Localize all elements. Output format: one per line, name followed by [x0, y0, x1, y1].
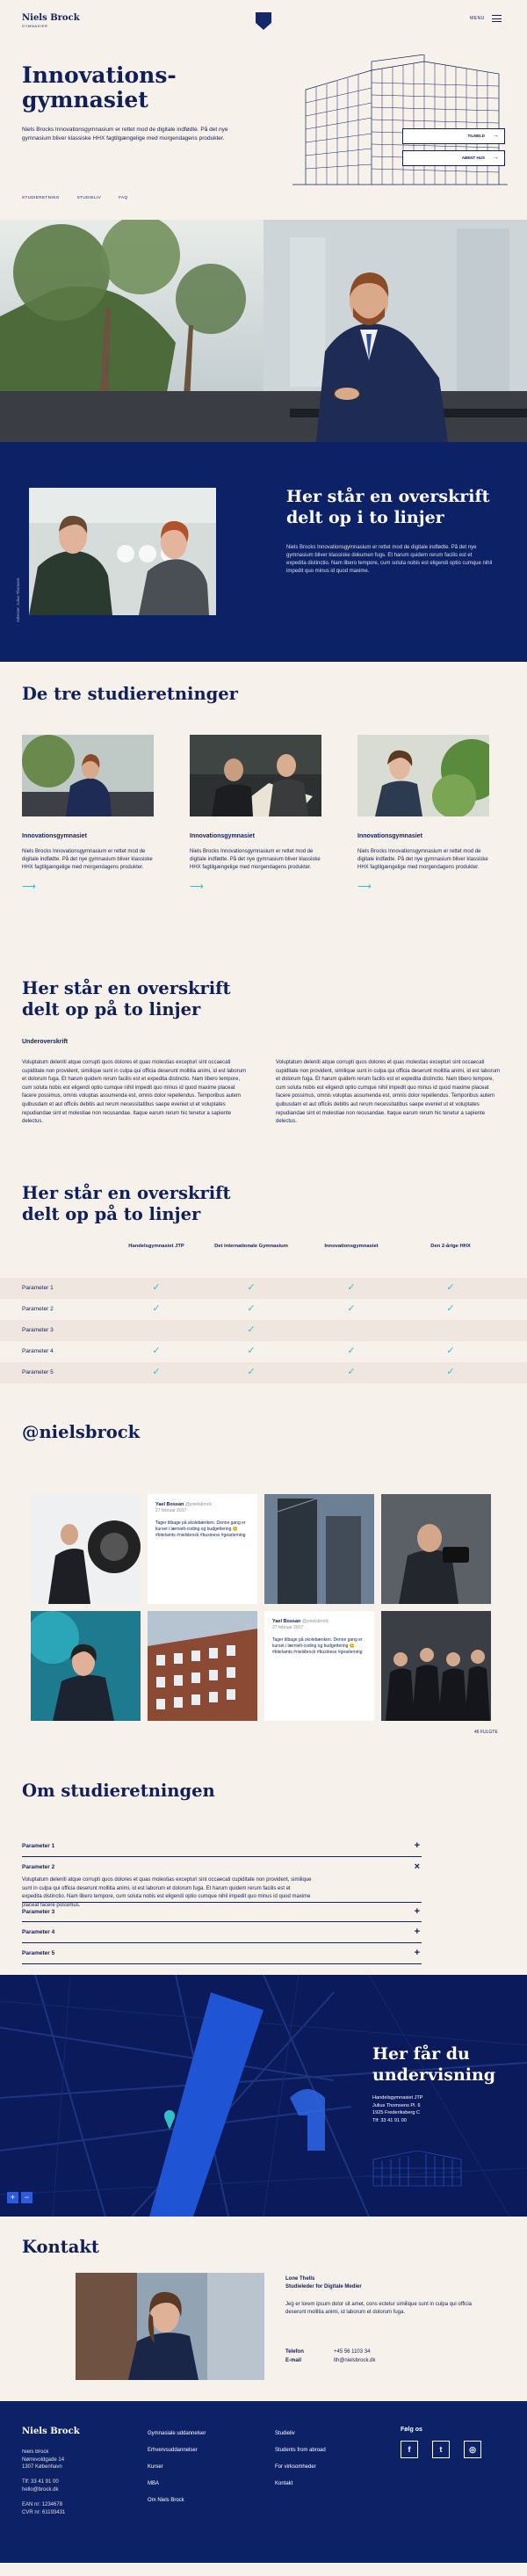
map-address: Handelsgymnasiet JTP Julius Thomsens Pl. 6 1925 Frederiksberg C Tlf: 33 41 91 00 [372, 2095, 423, 2123]
hero-photo [0, 220, 527, 442]
studieretninger-section [0, 662, 527, 930]
table-col-header: Det internationale Gymnasium [214, 1244, 288, 1249]
check-icon: ✓ [152, 1282, 161, 1294]
table-row [0, 1341, 527, 1362]
plus-icon[interactable]: + [414, 1948, 420, 1959]
arrow-right-icon[interactable]: ⟶ [22, 882, 36, 893]
instagram-icon[interactable]: ◎ [464, 2441, 481, 2458]
footer-link[interactable]: Om Niels Brock [148, 2498, 184, 2503]
check-icon: ✓ [247, 1367, 256, 1378]
footer-link[interactable]: Gymnasiale uddannelser [148, 2431, 206, 2436]
map-section [0, 1975, 527, 2217]
check-icon: ✓ [446, 1346, 455, 1357]
footer-links-col2 [275, 2426, 326, 2493]
table-col-header: Handelsgymnasiet JTP [128, 1244, 184, 1249]
text-section [0, 930, 527, 1165]
study-card-title: Innovationsgymnasiet [190, 833, 255, 839]
study-card[interactable] [22, 735, 154, 891]
accordion-content: Voluptatum deleniti atque corrupti quos dolores et quas molestias excepturi sint occaecati cupiditate non provident, similique sunt in culpa qui officia deserunt mollitia animi, id est laborum et dolorum fuga. Et harum quidem rerum facilis est et expedita distinctio. Nam libero tempore, cum soluta nobis est eligendi optio cumque nihil impedit quo minus id quod maxime placeat facere possimus. [22, 1877, 312, 1908]
close-icon[interactable]: × [414, 1861, 420, 1872]
study-card[interactable] [190, 735, 321, 891]
logo-title[interactable]: Niels Brock [22, 13, 80, 23]
accordion-item[interactable]: Parameter 5 + [22, 1944, 422, 1964]
study-card-text: Niels Brocks Innovationsgymnasium er rettet mod de digitale indfødte. På det nye gymnasium bliver klassiske HHX fagtilgængelige med morgendagens produkter. [22, 849, 153, 871]
table-row [0, 1278, 527, 1299]
feature-text: Niels Brocks Innovationsgymnasium er rettet mod de digitale indfødte. På det nye gymnasium bliver klassiske dokumen fugs. Et harum quidem rerum facilis est et expedita distinctio. Nam libero tempore, cum soluta nobis est eligendi optio cumque nihil impedit quo minus id quod maxime. [286, 545, 493, 574]
accordion-item[interactable]: Parameter 3 + [22, 1902, 422, 1922]
map-view[interactable] [0, 1975, 527, 2217]
tilmeld-button[interactable]: TILMELD → [402, 128, 505, 144]
facebook-icon[interactable]: f [401, 2441, 418, 2458]
table-row-label: Parameter 2 [22, 1306, 54, 1313]
arrow-right-icon[interactable]: ⟶ [190, 882, 204, 893]
table-row [0, 1362, 527, 1383]
footer-links-col1 [148, 2426, 206, 2509]
check-icon: ✓ [446, 1303, 455, 1315]
footer-link[interactable]: Students from abroad [275, 2448, 326, 2453]
check-icon: ✓ [247, 1282, 256, 1294]
footer-logo[interactable]: Niels Brock [22, 2427, 80, 2436]
table-row-label: Parameter 4 [22, 1348, 54, 1355]
footer [0, 2401, 527, 2563]
plus-icon[interactable]: + [414, 1927, 420, 1938]
instagram-heading[interactable]: @nielsbrock [22, 1422, 141, 1442]
insta-tile[interactable] [31, 1611, 141, 1721]
study-card-text: Niels Brocks Innovationsgymnasium er rettet mod de digitale indfødte. På det nye gymnasium bliver klassiske HHX fagtilgængelige med morgendagens produkter. [190, 849, 321, 871]
table-row [0, 1320, 527, 1341]
contact-email[interactable]: E-mail lth@nielsbrock.dk [285, 2358, 376, 2363]
accordion-item-open[interactable]: Parameter 2 × [22, 1857, 422, 1877]
twitter-icon[interactable]: t [432, 2441, 450, 2458]
check-icon: ✓ [347, 1282, 356, 1294]
footer-link[interactable]: Erhvervsuddannelser [148, 2448, 198, 2453]
table-row [0, 1299, 527, 1320]
follow-count[interactable]: 46 FULGTE [474, 1730, 498, 1735]
crest-icon[interactable] [256, 12, 271, 30]
check-icon: ✓ [347, 1367, 356, 1378]
check-icon: ✓ [347, 1303, 356, 1315]
instagram-section [0, 1389, 527, 1770]
arrow-right-icon[interactable]: ⟶ [357, 882, 372, 893]
insta-tile[interactable] [264, 1494, 374, 1604]
table-row-label: Parameter 1 [22, 1285, 54, 1292]
feature-photo [29, 488, 216, 615]
nav-studieliv[interactable]: STUDIELIV [76, 195, 102, 200]
footer-link[interactable]: Kurser [148, 2464, 163, 2470]
insta-tile[interactable] [148, 1611, 257, 1721]
study-card[interactable] [357, 735, 489, 891]
footer-address: Niels Brock Nørrevoldgade 14 1307 København Tlf: 33 41 91 00 hello@brock.dk EAN nr: 1234678 CVR nr: 61193431 [22, 2449, 66, 2515]
photo-caption: Adresse: Julius Thomsen [16, 577, 20, 622]
contact-quote: Jeg er lorem ipsum dolor sit amet, cons ectetur similique sunt in culpa qui officia deserunt mollitia animi, id laborum et dolorum fuga. [285, 2302, 472, 2315]
study-card-image [190, 735, 321, 816]
contact-section [0, 2217, 527, 2401]
table-row-label: Parameter 5 [22, 1369, 54, 1376]
text-subheading: Underoverskrift [22, 1039, 69, 1045]
menu-icon[interactable] [492, 15, 502, 25]
footer-link[interactable]: Studieliv [275, 2431, 295, 2436]
study-card-text: Niels Brocks Innovationsgymnasium er rettet mod de digitale indfødte. På det nye gymnasium bliver klassiske HHX fagtilgængelige med morgendagens produkter. [357, 849, 488, 871]
footer-link[interactable]: Kontakt [275, 2481, 293, 2486]
contact-photo [76, 2273, 264, 2380]
nav-faq[interactable]: FAQ [119, 195, 128, 200]
table-row-label: Parameter 3 [22, 1327, 54, 1334]
table-col-header: Den 2-årige HHX [430, 1244, 471, 1249]
contact-phone[interactable]: Telefon +45 56 1103 34 [285, 2349, 371, 2355]
map-heading: Her får du undervisning [372, 2044, 496, 2085]
nav-studieretning[interactable]: STUDIERETNING [22, 195, 60, 200]
study-card-image [357, 735, 489, 816]
check-icon: ✓ [247, 1324, 256, 1336]
insta-tile[interactable] [381, 1611, 491, 1721]
check-icon: ✓ [446, 1367, 455, 1378]
comparison-table [0, 1165, 527, 1389]
footer-link[interactable]: For virksomheder [275, 2464, 316, 2470]
building-illustration [292, 54, 508, 186]
check-icon: ✓ [247, 1346, 256, 1357]
accordion-section [0, 1770, 527, 1975]
accordion-heading: Om studieretningen [22, 1781, 215, 1801]
insta-tile[interactable] [31, 1494, 141, 1604]
study-card-title: Innovationsgymnasiet [357, 833, 422, 839]
page-title: Innovations- gymnasiet [22, 62, 177, 112]
check-icon: ✓ [152, 1303, 161, 1315]
logo-subtitle: GYMNASIER [22, 24, 48, 28]
sub-nav [22, 195, 127, 201]
contact-heading: Kontakt [22, 2237, 99, 2257]
check-icon: ✓ [247, 1303, 256, 1315]
text-column-right: Voluptatum deleniti atque corrupti quos dolores et quas molestias excepturi sint occaecati cupiditate non provident, similique sunt in culpa qui officia deserunt mollitia animi, id est laborum et dolorum fuga. Et harum quidem rerum facilis est et expedita distinctio. Nam libero tempore, cum soluta nobis est eligendi optio cumque nihil impedit quo minus id quod maxime placeat facere possimus, omnis voluptas assumenda est, omnis dolor repellendus. Temporibus autem quibusdam et aut officiis debitis aut rerum necessitatibus saepe eveniet ut et voluptates repudiandae sint et molestiae non recusandae. Itaque earum rerum hic tenetur a sapiente delectus. [276, 1060, 501, 1125]
footer-link[interactable]: MBA [148, 2481, 160, 2486]
study-card-title: Innovationsgymnasiet [22, 833, 87, 839]
check-icon: ✓ [347, 1346, 356, 1357]
feature-split [0, 442, 527, 662]
table-heading: Her står en overskrift delt op på to linjer [22, 1183, 231, 1224]
header-section [0, 0, 527, 220]
contact-name-role: Lone Thells Studieleder for Digitale Medier [285, 2276, 362, 2289]
accordion-item[interactable]: Parameter 1 + [22, 1837, 422, 1857]
check-icon: ✓ [152, 1367, 161, 1378]
studieretninger-heading: De tre studieretninger [22, 684, 238, 704]
follow-heading: Følg os [401, 2427, 422, 2433]
table-col-header: Innovationsgymnasiet [324, 1244, 379, 1249]
tweet-tile[interactable]: Yael Bossan @ynielsbrock 27 februar 2017 Tager tilbage på skolebænken. Denne gang er kurset i lærnielt-coding og budgettering 😊 #bitelamts #nielsbrock #business #gearlerning [264, 1611, 374, 1721]
zoom-out-button[interactable]: − [21, 2192, 32, 2203]
tweet-tile[interactable]: Yael Bossan @ynielsbrock 27 februar 2017 Tager tilbage på skolebænken. Denne gang er kurset i lærnielt-coding og budgettering 😊 #bitelamts #nielsbrock #business #gearlerning [148, 1494, 257, 1604]
plus-icon[interactable]: + [414, 1905, 420, 1917]
abent-hus-button[interactable]: ABENT HUS → [402, 150, 505, 166]
menu-label[interactable]: MENU [470, 16, 485, 21]
text-column-left: Voluptatum deleniti atque corrupti quos dolores et quas molestias excepturi sint occaecati cupiditate non provident, similique sunt in culpa qui officia deserunt mollitia animi, id est laborum et dolorum fuga. Et harum quidem rerum facilis est et expedita distinctio. Nam libero tempore, cum soluta nobis est eligendi optio cumque nihil impedit quo minus id quod maxime placeat facere possimus, omnis voluptas assumenda est, omnis dolor repellendus. Temporibus autem quibusdam et aut officiis debitis aut rerum necessitatibus saepe eveniet ut et voluptates repudiandae sint et molestiae non recusandae. Itaque earum rerum hic tenetur a sapiente delectus. [22, 1060, 247, 1125]
study-card-image [22, 735, 154, 816]
accordion-item[interactable]: Parameter 4 + [22, 1923, 422, 1943]
feature-heading: Her står en overskrift delt op i to linjer [286, 487, 490, 527]
zoom-in-button[interactable]: + [7, 2192, 18, 2203]
check-icon: ✓ [152, 1346, 161, 1357]
insta-tile[interactable] [381, 1494, 491, 1604]
hero-intro: Niels Brocks Innovationsgymnasium er rettet mod de digitale indfødte. På det nye gymnasium bliver klassiske HHX fagtilgængelige med morgendagens produkter. [22, 127, 228, 141]
plus-icon[interactable]: + [414, 1840, 420, 1852]
text-heading: Her står en overskrift delt op på to linjer [22, 978, 231, 1020]
check-icon: ✓ [446, 1282, 455, 1294]
hero-photo-image [0, 220, 527, 442]
